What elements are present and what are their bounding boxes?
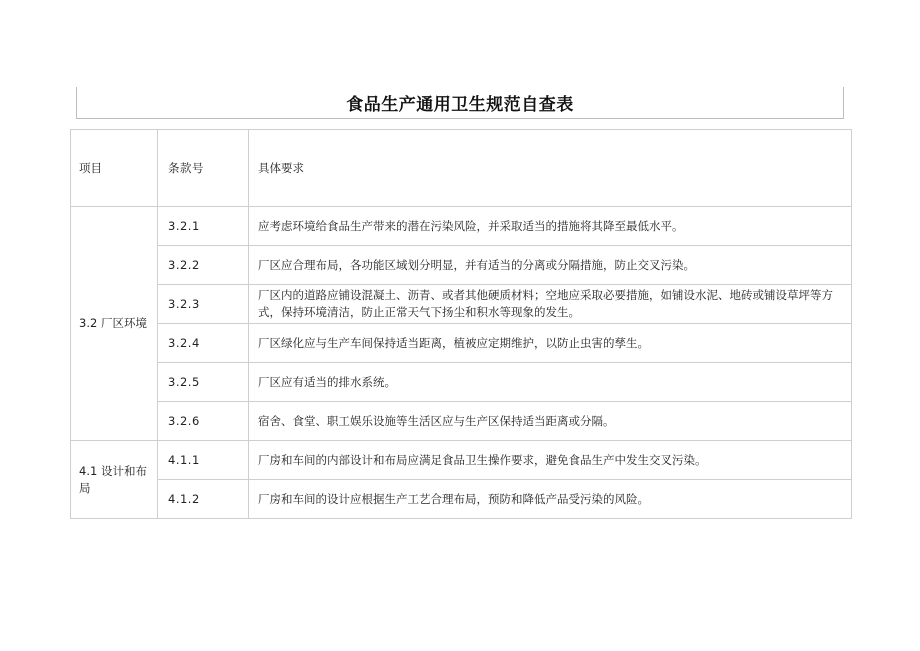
table-row bbox=[71, 363, 852, 402]
document-title: 食品生产通用卫生规范自查表 bbox=[346, 95, 574, 115]
requirement-cell: 厂区内的道路应铺设混凝土、沥青、或者其他硬质材料；空地应采取必要措施，如铺设水泥、地砖或铺设草坪等方式，保持环境清洁，防止正常天气下扬尘和积水等现象的发生。 bbox=[249, 285, 852, 324]
clause-cell: 3.2.2 bbox=[158, 246, 249, 285]
requirement-cell: 应考虑环境给食品生产带来的潜在污染风险，并采取适当的措施将其降至最低水平。 bbox=[249, 207, 852, 246]
table-row bbox=[71, 480, 852, 519]
header-clause: 条款号 bbox=[158, 130, 249, 207]
header-requirement: 具体要求 bbox=[249, 130, 852, 207]
clause-cell: 3.2.1 bbox=[158, 207, 249, 246]
requirement-cell: 厂房和车间的内部设计和布局应满足食品卫生操作要求，避免食品生产中发生交叉污染。 bbox=[249, 441, 852, 480]
table-row bbox=[71, 441, 852, 480]
clause-cell: 3.2.4 bbox=[158, 324, 249, 363]
clause-cell: 3.2.6 bbox=[158, 402, 249, 441]
group-item-cell: 3.2 厂区环境 bbox=[71, 207, 158, 441]
header-item: 项目 bbox=[71, 130, 158, 207]
table-row bbox=[71, 324, 852, 363]
group-item-cell: 4.1 设计和布局 bbox=[71, 441, 158, 519]
requirement-cell: 厂房和车间的设计应根据生产工艺合理布局，预防和降低产品受污染的风险。 bbox=[249, 480, 852, 519]
title-box bbox=[76, 87, 844, 119]
clause-cell: 3.2.5 bbox=[158, 363, 249, 402]
requirement-cell: 厂区应有适当的排水系统。 bbox=[249, 363, 852, 402]
requirement-cell: 宿舍、食堂、职工娱乐设施等生活区应与生产区保持适当距离或分隔。 bbox=[249, 402, 852, 441]
requirement-cell: 厂区应合理布局，各功能区域划分明显，并有适当的分离或分隔措施，防止交叉污染。 bbox=[249, 246, 852, 285]
self-check-table bbox=[70, 129, 852, 519]
table-row bbox=[71, 285, 852, 324]
clause-cell: 4.1.2 bbox=[158, 480, 249, 519]
clause-cell: 4.1.1 bbox=[158, 441, 249, 480]
clause-cell: 3.2.3 bbox=[158, 285, 249, 324]
table-row bbox=[71, 207, 852, 246]
requirement-cell: 厂区绿化应与生产车间保持适当距离，植被应定期维护，以防止虫害的孳生。 bbox=[249, 324, 852, 363]
table-header-row bbox=[71, 130, 852, 207]
table-row bbox=[71, 246, 852, 285]
table-row bbox=[71, 402, 852, 441]
